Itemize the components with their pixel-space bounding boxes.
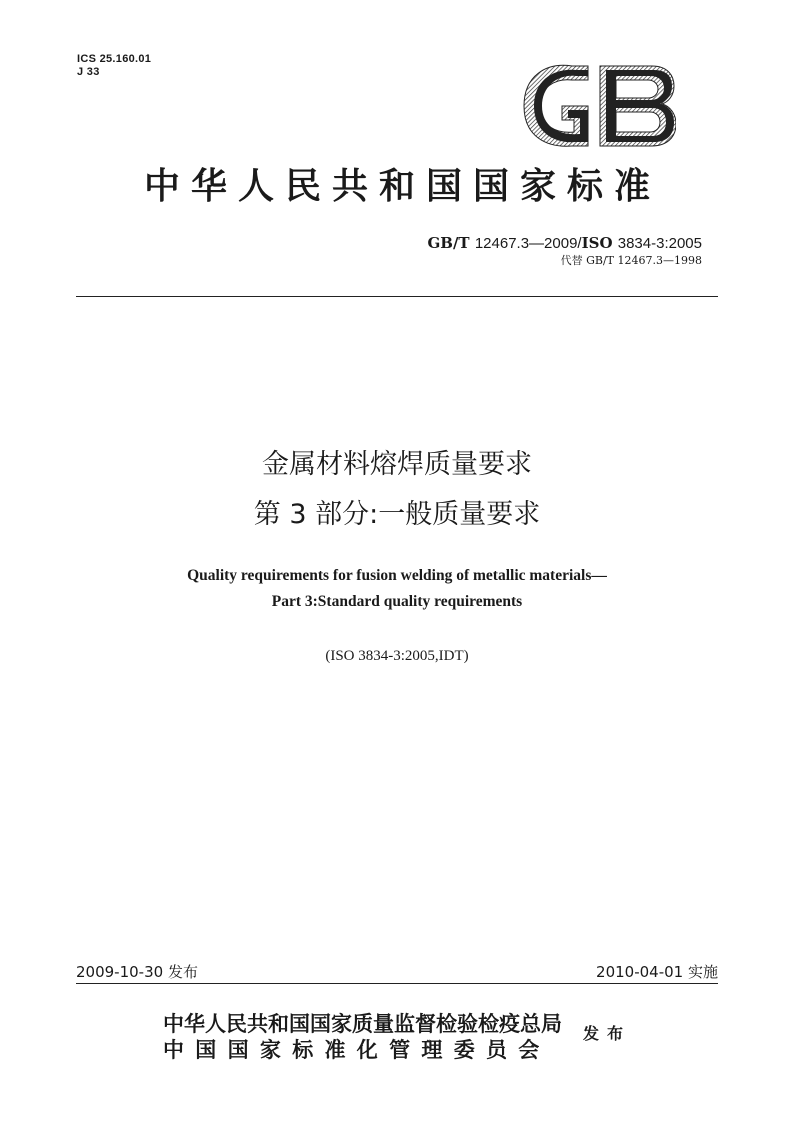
standard-number-body: 12467.3—2009/ — [474, 235, 582, 252]
iso-prefix: ISO — [581, 234, 613, 252]
bottom-divider — [76, 983, 718, 984]
main-title: 中华人民共和国国家标准 — [143, 166, 661, 207]
publish-label: 发布 — [583, 1024, 632, 1043]
iso-number-body: 3834-3:2005 — [617, 235, 702, 252]
title-english-line2: Part 3:Standard quality requirements — [271, 593, 523, 610]
ics-classification — [77, 53, 151, 79]
ccs-code: J 33 — [77, 66, 100, 78]
standard-number — [427, 234, 702, 253]
issuer-line2: 中国国家标准化管理委员会 — [163, 1038, 551, 1062]
title-chinese-line1: 金属材料熔焊质量要求 — [262, 449, 532, 480]
title-english-line1: Quality requirements for fusion welding of metallic materials— — [187, 567, 607, 584]
standard-prefix: GB/T — [427, 234, 470, 252]
top-divider — [76, 296, 718, 297]
gb-logo-icon — [516, 62, 676, 150]
iso-reference: (ISO 3834-3:2005,IDT) — [325, 648, 469, 664]
issue-date: 2009-10-30 发布 — [76, 963, 198, 981]
issuer-line1: 中华人民共和国国家质量监督检验检疫总局 — [163, 1012, 562, 1036]
replaces-standard: 代替 GB/T 12467.3—1998 — [560, 254, 702, 267]
ics-code: ICS 25.160.01 — [77, 53, 152, 65]
implementation-date: 2010-04-01 实施 — [596, 963, 718, 981]
title-chinese-line2: 第 3 部分:一般质量要求 — [253, 499, 541, 530]
